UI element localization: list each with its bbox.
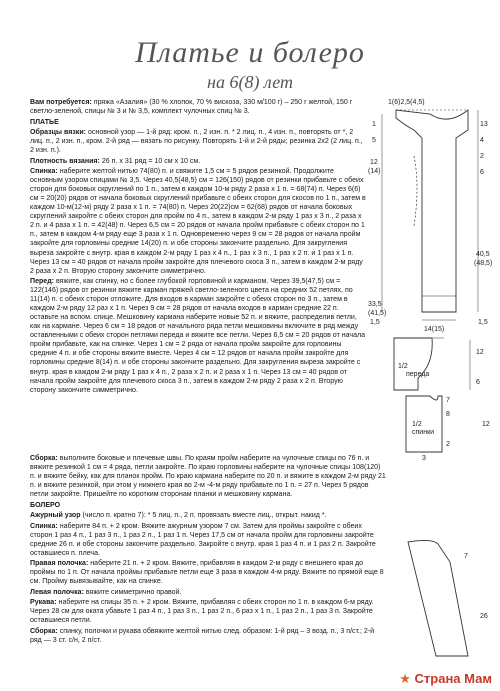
- bolero-left-paragraph: [30, 588, 386, 597]
- dress-right-dim-4: 6: [480, 169, 484, 176]
- lower-text-block: [30, 454, 386, 646]
- sleeve-diagram: [402, 536, 496, 666]
- site-logo-text: Страна Мам: [414, 671, 492, 686]
- bolero-right-paragraph: [30, 559, 386, 586]
- bolero-sleeves-label: Рукава:: [30, 599, 57, 607]
- bolero-left-label: Левая полочка:: [30, 588, 84, 596]
- dress-pattern-label: Образцы вязки:: [30, 129, 87, 137]
- dress-density-text: 26 п. х 31 ряд = 10 см х 10 см.: [101, 157, 201, 165]
- dress-assembly-paragraph: [30, 454, 386, 499]
- dress-back-paragraph: [30, 167, 367, 276]
- dress-back-text: наберите желтой нитью 74(80) п. и свяжите 1,5 см = 5 рядов резинкой. Продолжите основным узором спицами № 3,5. Через 40,5(48,5) см = 126(150) рядов от резинки прибавьте с обеих сторон для боковых скруглений по 1 п., затем в каждом 10-м ряду 2 раза х 1 п. = 68(74) п. Через 6(6) см = 20(20) рядов от начала боковых скруглений прибавьте с обеих сторон для скосов по 1 п., затем в каждом 10-м(12-м) ряду 2 раза х 1 п. = 74(80) п. Через 20(22)см = 62(68) рядов от начала боковых скруглений закройте с обеих сторон для пройм по 4 п., затем в каждом 2-м ряду 1 раз х 3 п., 2 раза х 2 п. и 4 раза х 1 п. = 42(48) п. Через 6,5 см = 20 рядов от начала пройм прибавьте с обеих сторон по 1 п., затем в каждом 4-м ряду еще 3 раза х 1 п. Одновременно через 9 см = 28 рядов от начала пройм закройте для горловины средние 14(20) п. и обе стороны закончите раздельно. Для закругления выреза закройте с внутр. края в каждом 2-м ряду 1 раз х 4 п., 1 раз х 3 п., 1 раз х 2 п. и 1 раз х 1 п. Через 13 см = 40 рядов от начала пройм закройте для плечевого скоса 3 п., затем в каждом 2-м ряду 2 раза х 2 п. Вторую сторону закончите симметрично.: [30, 168, 366, 275]
- dress-left-dim-1: 1: [372, 121, 376, 128]
- pocket-dim-2: 6: [476, 379, 480, 386]
- pocket-label-1: 1/2: [398, 363, 408, 370]
- dress-assembly-label: Сборка:: [30, 455, 58, 462]
- bolero-back-paragraph: [30, 522, 386, 558]
- dress-heading: ПЛАТЬЕ: [30, 119, 59, 127]
- materials-text: пряжа «Азалия» (30 % хлопок, 70 % вискоза, 330 м/100 г) – 250 г желтой, 150 г светло-зеленой, спицы № 3 и № 3,5, комплект чулочных спиц № 3.: [30, 99, 353, 116]
- dress-front-paragraph: [30, 277, 367, 395]
- dress-right-dim-3: 2: [480, 153, 484, 160]
- bolero-right-text: наберите 21 п. + 2 кром. Вяжите, прибавляя в каждом 2-м ряду с внешнего края до проймы по 1 п. От начала проймы прибавьте петли еще 3 раза в каждом 4-м ряду. Вяжите по прямой еще 8 см. Пройму вывязывайте, как на спинке.: [30, 560, 384, 586]
- bolero-assembly-text: спинку, полочки и рукава обвяжите желтой нитью след. образом: 1-й ряд – 3 возд. п., 3 п/ст.; 2-й ряд — 3 ст. с/н, 2 п/ст.: [30, 627, 375, 644]
- bolero-back-label: Спинка:: [30, 522, 58, 530]
- sleeve-dim-1: 7: [464, 553, 468, 560]
- materials-label: Вам потребуется:: [30, 99, 92, 106]
- dress-text-column: [30, 98, 367, 396]
- dress-right-dim-5: 40,5: [476, 251, 490, 258]
- dress-right-dim-1: 13: [480, 121, 488, 128]
- pocket-dim-1: 12: [476, 349, 484, 356]
- dress-left-dim-7: 1,5: [370, 319, 380, 326]
- dress-left-dim-2: 5: [372, 137, 376, 144]
- dress-left-dim-4: (14): [368, 168, 381, 175]
- sleeve-dim-2: 26: [480, 613, 488, 620]
- star-icon: ★: [399, 671, 411, 686]
- bolero-back-text: наберите 84 п. + 2 кром. Вяжите ажурным узором 7 см. Затем для проймы закройте с обеих сторон 1 раз 4 п., 1 раз 3 п., 1 раз 2 п., 1 раз 1 п. Через 17,5 см от начала пройм для горловины закройте средние 26 п. и обе стороны закончите раздельно. Закройте с внутр. края 1 раз 4 п. и 1 раз 2 п. Закройте оставшиеся п. плеча.: [30, 522, 376, 557]
- dress-assembly-text: выполните боковые и плечевые швы. По краям пройм наберите на чулочные спицы по 76 п. и вяжите резинкой 1 см = 4 ряда, петли закройте. По краю горловины наберите на чулочные спицы 108(120) п. и вяжите бейку, как для планок пройм. По краю кармана наберите по 20 п. и вяжите в каждом 2-м ряду 21 п. и вяжите резинкой, при этом у нижнего края во 2-м -4-м ряду прибавьте по 1 п. = 27 п. Через 5 рядов петли закройте. Пришейте по коротким сторонам планки и мешковину кармана.: [30, 455, 386, 499]
- dress-pattern-text: основной узор — 1-й ряд: кром. п., 2 изн. п. * 2 лиц. п., 4 изн. п., повторять от *, 2 лиц. п., 2 изн. п., кром. 2-й ряд — вязать по рисунку. Повторять 1-й и 2-й ряды; резинка 2х2 (2 лиц. п., 2 изн. п.).: [30, 129, 363, 155]
- bolero-sleeves-paragraph: [30, 598, 386, 625]
- bolero-back-dim-5: 3: [422, 455, 426, 462]
- pocket-diagram: [388, 334, 488, 394]
- dress-pattern-paragraph: [30, 128, 367, 155]
- dress-right-dim-7: 1,5: [478, 319, 488, 326]
- dress-bottom-label: 14(15): [424, 326, 445, 333]
- bolero-heading: БОЛЕРО: [30, 502, 61, 510]
- bolero-back-dim-4: 2: [446, 441, 450, 448]
- dress-bottom-dim: [424, 322, 464, 334]
- bolero-pattern-label: Ажурный узор: [30, 512, 81, 520]
- bolero-back-dim-2: 8: [446, 411, 450, 418]
- bolero-assembly-paragraph: [30, 627, 386, 645]
- pocket-label-2: переда: [406, 371, 430, 378]
- dress-front-label: Перед:: [30, 278, 55, 286]
- bolero-left-text: вяжите симметрично правой.: [85, 588, 182, 596]
- dress-density-label: Плотность вязания:: [30, 157, 100, 165]
- dress-density-paragraph: [30, 157, 367, 166]
- bolero-pattern-text: (число п. кратно 7): * 5 лиц. п., 2 п. провязать вместе лиц., открыт. накид *.: [82, 512, 327, 520]
- dress-front-text: вяжите, как спинку, но с более глубокой горловиной и карманом. Через 39,5(47,5) см = 122(146) рядов от резинки вяжите карман пряжей светло-зеленого цвета на средних 52 петлях, по 11(14) п. с обеих сторон отложите. Для входов в карман закройте с обеих сторон по 3 п., затем в каждом 2-м ряду 12 раз х 1 п. Через 9 см = 28 рядов от начала входов в карман средние 22 п. оставьте на вспом. спице. Мешковину кармана наберите новые 52 п. и вяжите, распределив петли, как на кармане. Через 6 см = 18 рядов от начального ряда петли мешковины включите в ряд между оставленными с обеих сторон петлями переда и вяжите все петли. Через 6,5 см = 20 рядов от начала пройм прибавьте, как на спинке. Через 1 см = 2 ряда от начала пройм закройте для горловины средние 4 п. и обе стороны вяжите вместе. Через 4 см = 12 рядов от начала пройм закройте для горловины средние 8(14) п. и обе стороны закончите раздельно. Для закругления выреза закройте с внутр. края в каждом 2-м ряду 1 раз х 4 п., 2 раза х 2 п. и 2 раза х 1 п. Через 13 см = 40 рядов от начала пройм закройте для плечевого скоса 3 п., затем в каждом 2-м ряду 2 раза х 2 п. Вторую сторону закончите симметрично.: [30, 278, 366, 394]
- page-subtitle: на 6(8) лет: [207, 72, 293, 92]
- bolero-back-dim-1: 7: [446, 397, 450, 404]
- bolero-pattern-paragraph: [30, 511, 386, 520]
- bolero-assembly-label: Сборка:: [30, 627, 58, 635]
- bolero-back-label-2: спинки: [412, 429, 435, 436]
- bolero-back-label-1: 1/2: [412, 421, 422, 428]
- materials-paragraph: [30, 98, 367, 116]
- dress-left-dim-3: 12: [370, 159, 378, 166]
- dress-left-dim-6: (41,5): [368, 310, 387, 317]
- bolero-right-label: Правая полочка:: [30, 560, 89, 568]
- dress-top-label: 1(6)2,5(4,5): [388, 99, 425, 106]
- bolero-back-diagram: [402, 392, 496, 462]
- dress-left-dim-5: 33,5: [368, 301, 382, 308]
- dress-right-dim-6: (48,5): [474, 260, 493, 267]
- dress-pattern-diagram: [368, 96, 494, 328]
- dress-right-dim-2: 4: [480, 137, 484, 144]
- bolero-sleeves-text: наберите на спицы 35 п. + 2 кром. Вяжите, прибавляя с обеих сторон по 1 п. в каждом 6-м ряду. Через 28 см для оката убавьте 1 раз 4 п., 1 раз 3 п., 1 раз 2 п., 6 раз х 1 п., 1 раз 2 п., 1 раз 3 п. Закройте оставшиеся петли.: [30, 599, 374, 625]
- page-title: Платье и болеро: [135, 36, 365, 69]
- site-logo[interactable]: [399, 671, 492, 687]
- bolero-back-dim-3: 12: [482, 421, 490, 428]
- dress-back-label: Спинка:: [30, 168, 58, 176]
